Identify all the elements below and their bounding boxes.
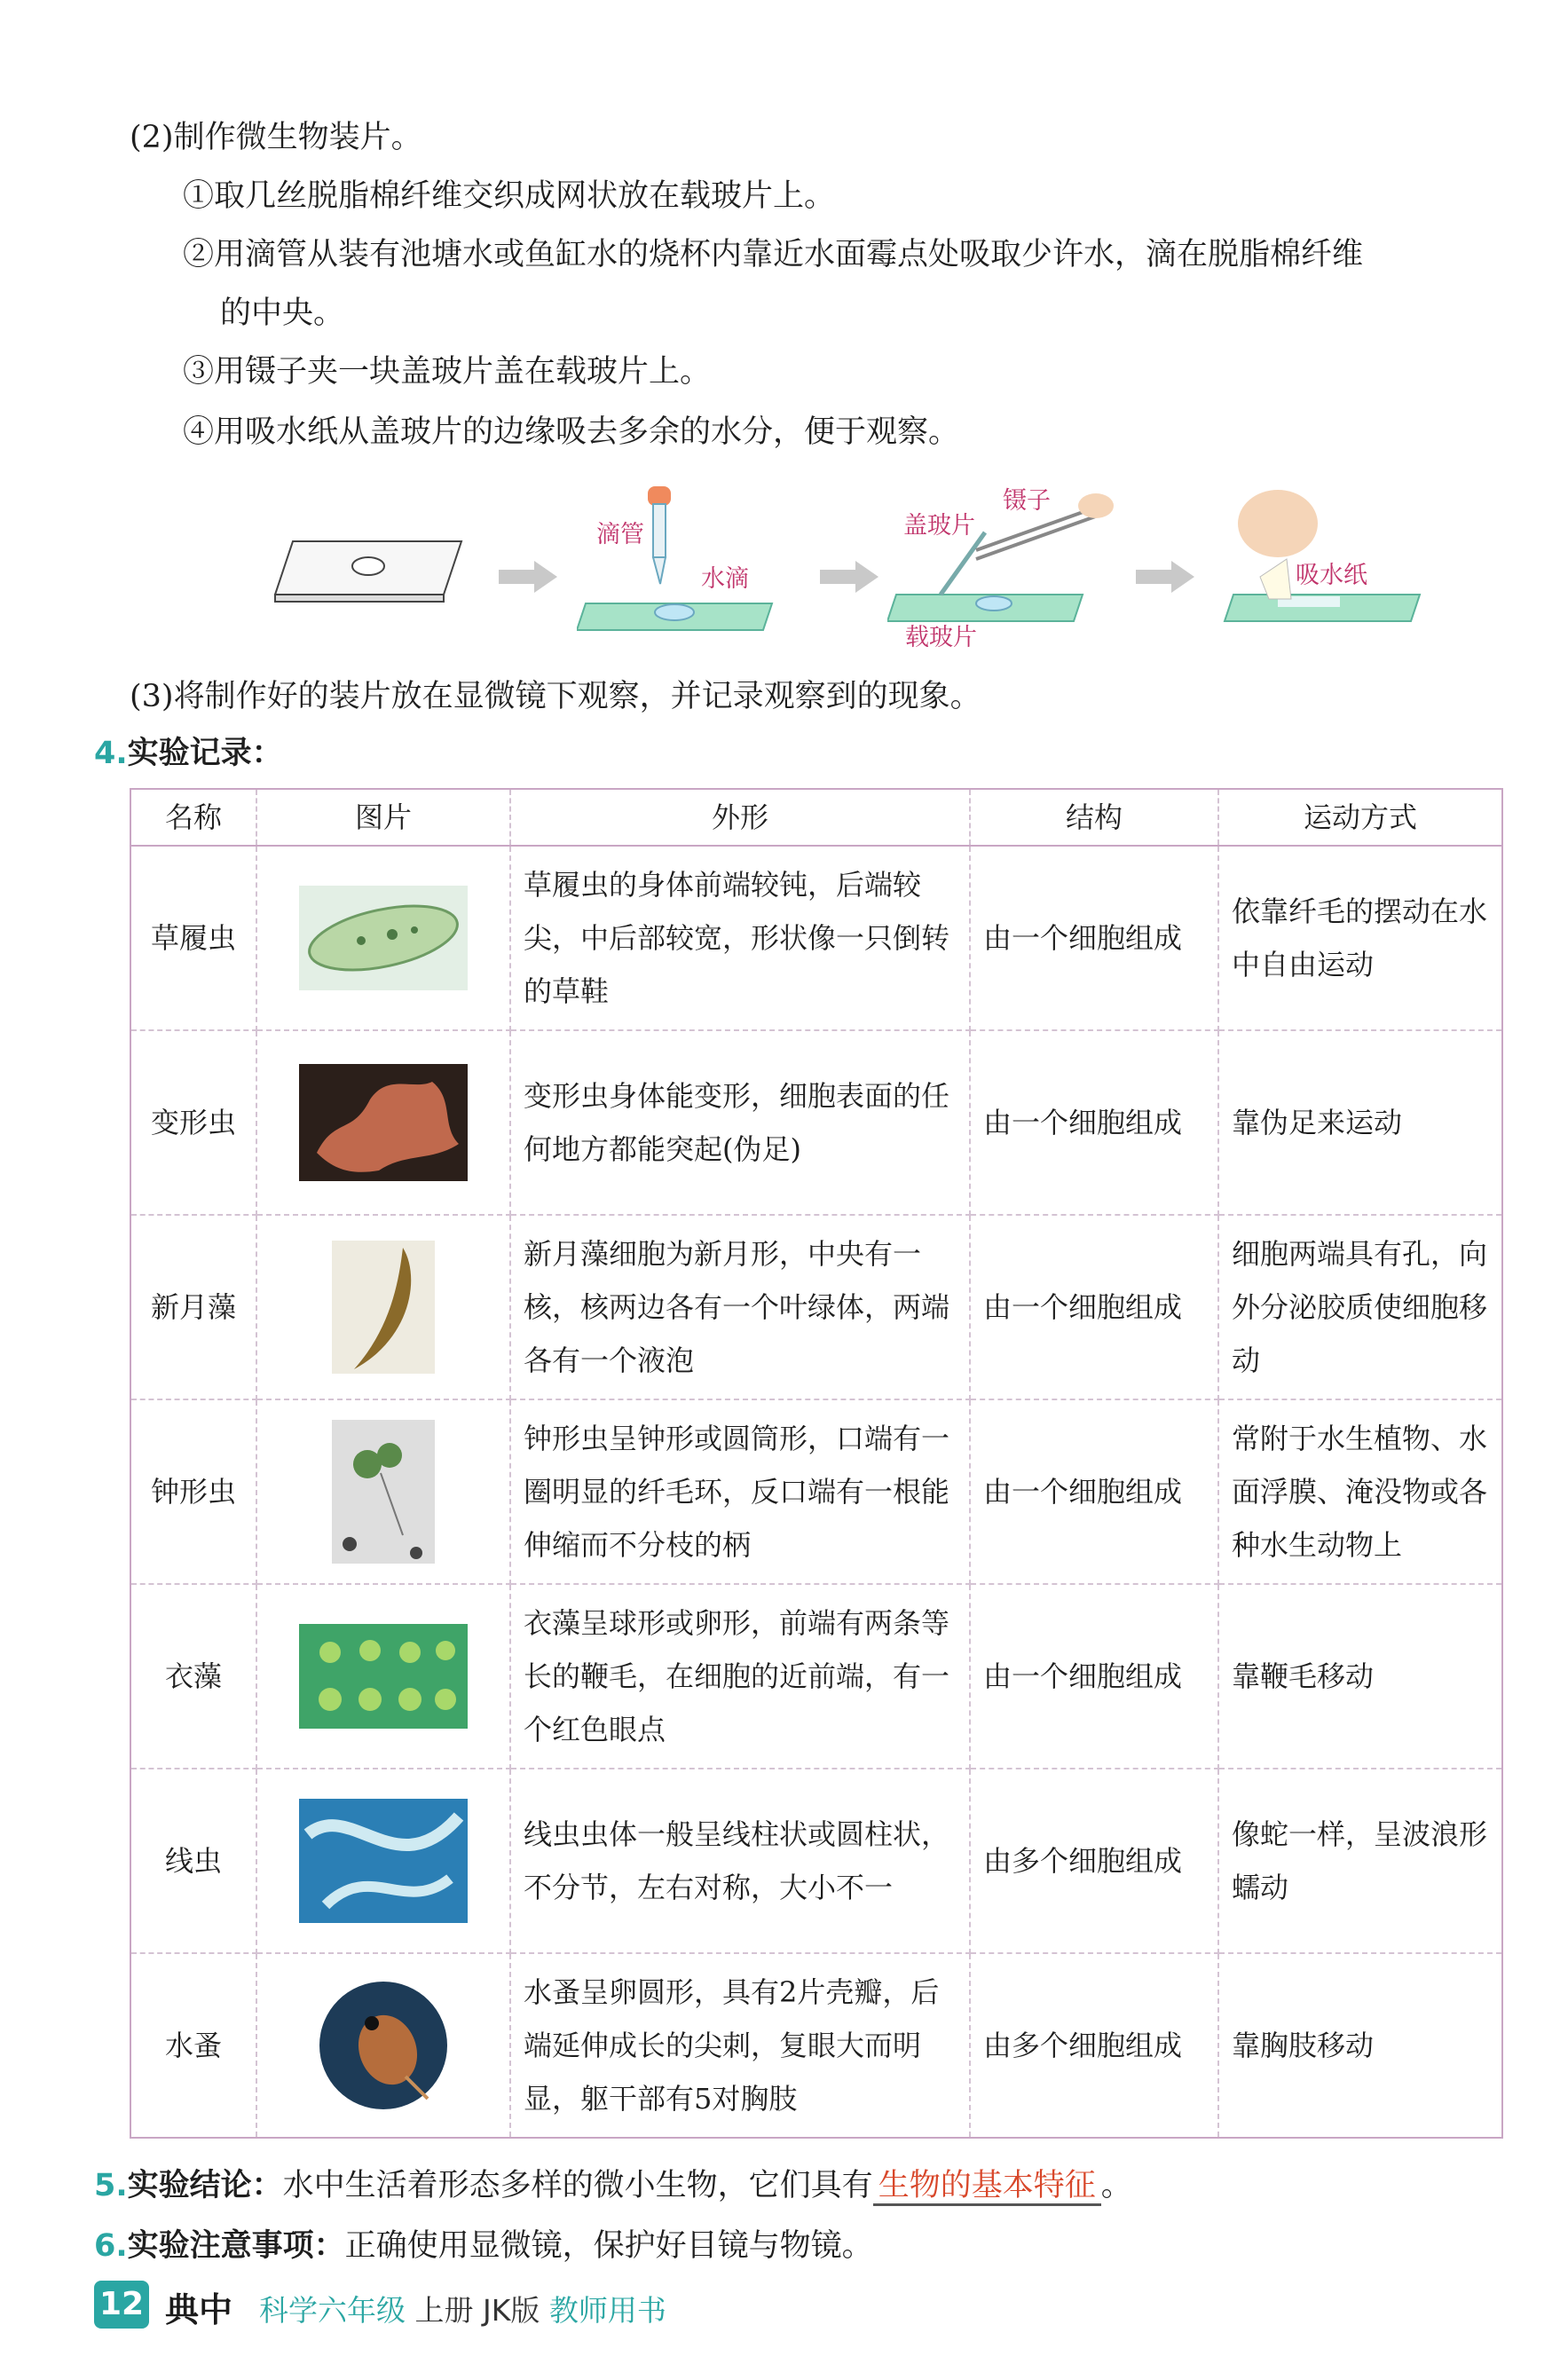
table-row <box>130 1399 1502 1584</box>
row-name: 衣藻 <box>130 1584 256 1769</box>
row-picture-cell <box>256 1399 510 1584</box>
row-motion: 依靠纤毛的摆动在水中自由运动 <box>1218 846 1502 1030</box>
row-name: 水蚤 <box>130 1953 256 2138</box>
amoeba-image <box>299 1064 468 1181</box>
section6-text: 正确使用显微镜，保护好目镜与物镜。 <box>344 2228 873 2264</box>
row-motion: 靠鞭毛移动 <box>1218 1584 1502 1769</box>
row-shape: 钟形虫呈钟形或圆筒形，口端有一圈明显的纤毛环，反口端有一根能伸缩而不分枝的柄 <box>510 1399 970 1584</box>
section5-conclusion <box>94 2165 1132 2206</box>
closterium-image <box>332 1241 435 1374</box>
table-row <box>130 1215 1502 1399</box>
row-shape: 草履虫的身体前端较钝，后端较尖，中后部较宽，形状像一只倒转的草鞋 <box>510 846 970 1030</box>
label-cover-slip: 盖玻片 <box>903 512 975 540</box>
header-name: 名称 <box>130 789 256 846</box>
label-slide: 载玻片 <box>905 624 977 651</box>
step2-item-2: ②用滴管从装有池塘水或鱼缸水的烧杯内靠近水面霉点处吸取少许水，滴在脱脂棉纤维 <box>183 237 1364 272</box>
section4-label: 实验记录： <box>127 736 283 771</box>
answer-blank: 生物的基本特征 <box>873 2168 1101 2206</box>
row-picture-cell <box>256 1953 510 2138</box>
nematode-image <box>299 1799 468 1923</box>
procedure-figure <box>266 479 1473 657</box>
step2-item-2-cont: 的中央。 <box>220 296 345 331</box>
section6-label: 实验注意事项： <box>127 2228 345 2264</box>
row-motion: 像蛇一样，呈波浪形蠕动 <box>1218 1769 1502 1953</box>
label-blotting-paper: 吸水纸 <box>1296 562 1367 589</box>
book-edition: JK版 <box>483 2293 540 2328</box>
row-picture-cell <box>256 846 510 1030</box>
row-structure: 由一个细胞组成 <box>970 1399 1218 1584</box>
row-picture-cell <box>256 1030 510 1215</box>
row-shape: 新月藻细胞为新月形，中央有一核，核两边各有一个叶绿体，两端各有一个液泡 <box>510 1215 970 1399</box>
header-picture: 图片 <box>256 789 510 846</box>
step2-item-4: ④用吸水纸从盖玻片的边缘吸去多余的水分，便于观察。 <box>183 414 960 450</box>
chlamydomonas-image <box>299 1624 468 1729</box>
header-shape: 外形 <box>510 789 970 846</box>
book-type: 教师用书 <box>548 2293 666 2328</box>
page-number: 12 <box>94 2281 149 2329</box>
row-name: 变形虫 <box>130 1030 256 1215</box>
step2-title: (2)制作微生物装片。 <box>130 120 422 155</box>
label-dropper: 滴管 <box>596 521 644 548</box>
label-water-drop: 水滴 <box>701 565 749 593</box>
table-header-row <box>130 789 1502 846</box>
arrow-icon <box>1136 559 1198 595</box>
step2-item-1: ①取几丝脱脂棉纤维交织成网状放在载玻片上。 <box>183 178 836 214</box>
section5-num: 5. <box>94 2168 128 2203</box>
row-motion: 细胞两端具有孔，向外分泌胶质使细胞移动 <box>1218 1215 1502 1399</box>
table-row <box>130 846 1502 1030</box>
row-structure: 由多个细胞组成 <box>970 1769 1218 1953</box>
section5-text: 水中生活着形态多样的微小生物，它们具有 <box>282 2168 873 2203</box>
arrow-icon <box>820 559 882 595</box>
paramecium-image <box>299 886 468 990</box>
table-row <box>130 1769 1502 1953</box>
section6-notes <box>94 2226 873 2266</box>
dropper-illustration <box>577 479 790 639</box>
row-name: 线虫 <box>130 1769 256 1953</box>
row-picture-cell <box>256 1769 510 1953</box>
section4-num: 4. <box>94 736 128 771</box>
section6-num: 6. <box>94 2228 128 2264</box>
row-structure: 由一个细胞组成 <box>970 1584 1218 1769</box>
book-volume: 上册 <box>414 2293 474 2328</box>
row-structure: 由一个细胞组成 <box>970 1215 1218 1399</box>
arrow-icon <box>499 559 561 595</box>
table-row <box>130 1584 1502 1769</box>
row-structure: 由多个细胞组成 <box>970 1953 1218 2138</box>
row-name: 新月藻 <box>130 1215 256 1399</box>
row-shape: 变形虫身体能变形，细胞表面的任何地方都能突起(伪足) <box>510 1030 970 1215</box>
row-motion: 靠伪足来运动 <box>1218 1030 1502 1215</box>
section5-label: 实验结论： <box>127 2168 283 2203</box>
header-motion: 运动方式 <box>1218 789 1502 846</box>
row-shape: 衣藻呈球形或卵形，前端有两条等长的鞭毛，在细胞的近前端，有一个红色眼点 <box>510 1584 970 1769</box>
row-shape: 水蚤呈卵圆形，具有2片壳瓣，后端延伸成长的尖刺，复眼大而明显，躯干部有5对胸肢 <box>510 1953 970 2138</box>
book-info <box>259 2288 666 2329</box>
water-flea-image <box>317 1979 450 2112</box>
row-name: 草履虫 <box>130 846 256 1030</box>
label-tweezers: 镊子 <box>1003 487 1051 515</box>
slide-with-cotton-illustration <box>266 532 470 612</box>
row-motion: 常附于水生植物、水面浮膜、淹没物或各种水生动物上 <box>1218 1399 1502 1584</box>
row-structure: 由一个细胞组成 <box>970 1030 1218 1215</box>
row-picture-cell <box>256 1215 510 1399</box>
step2-item-3: ③用镊子夹一块盖玻片盖在载玻片上。 <box>183 354 712 390</box>
experiment-record-table <box>130 788 1503 2139</box>
section4-heading <box>94 733 283 774</box>
row-structure: 由一个细胞组成 <box>970 846 1218 1030</box>
row-motion: 靠胸肢移动 <box>1218 1953 1502 2138</box>
brand-logo: 典中 <box>165 2290 233 2329</box>
row-shape: 线虫虫体一般呈线柱状或圆柱状，不分节，左右对称，大小不一 <box>510 1769 970 1953</box>
table-row <box>130 1953 1502 2138</box>
section5-end: 。 <box>1100 2168 1132 2203</box>
row-picture-cell <box>256 1584 510 1769</box>
table-row <box>130 1030 1502 1215</box>
header-structure: 结构 <box>970 789 1218 846</box>
step3-text: (3)将制作好的装片放在显微镜下观察，并记录观察到的现象。 <box>130 679 981 714</box>
row-name: 钟形虫 <box>130 1399 256 1584</box>
book-title: 科学六年级 <box>259 2293 406 2328</box>
vorticella-image <box>332 1420 435 1564</box>
